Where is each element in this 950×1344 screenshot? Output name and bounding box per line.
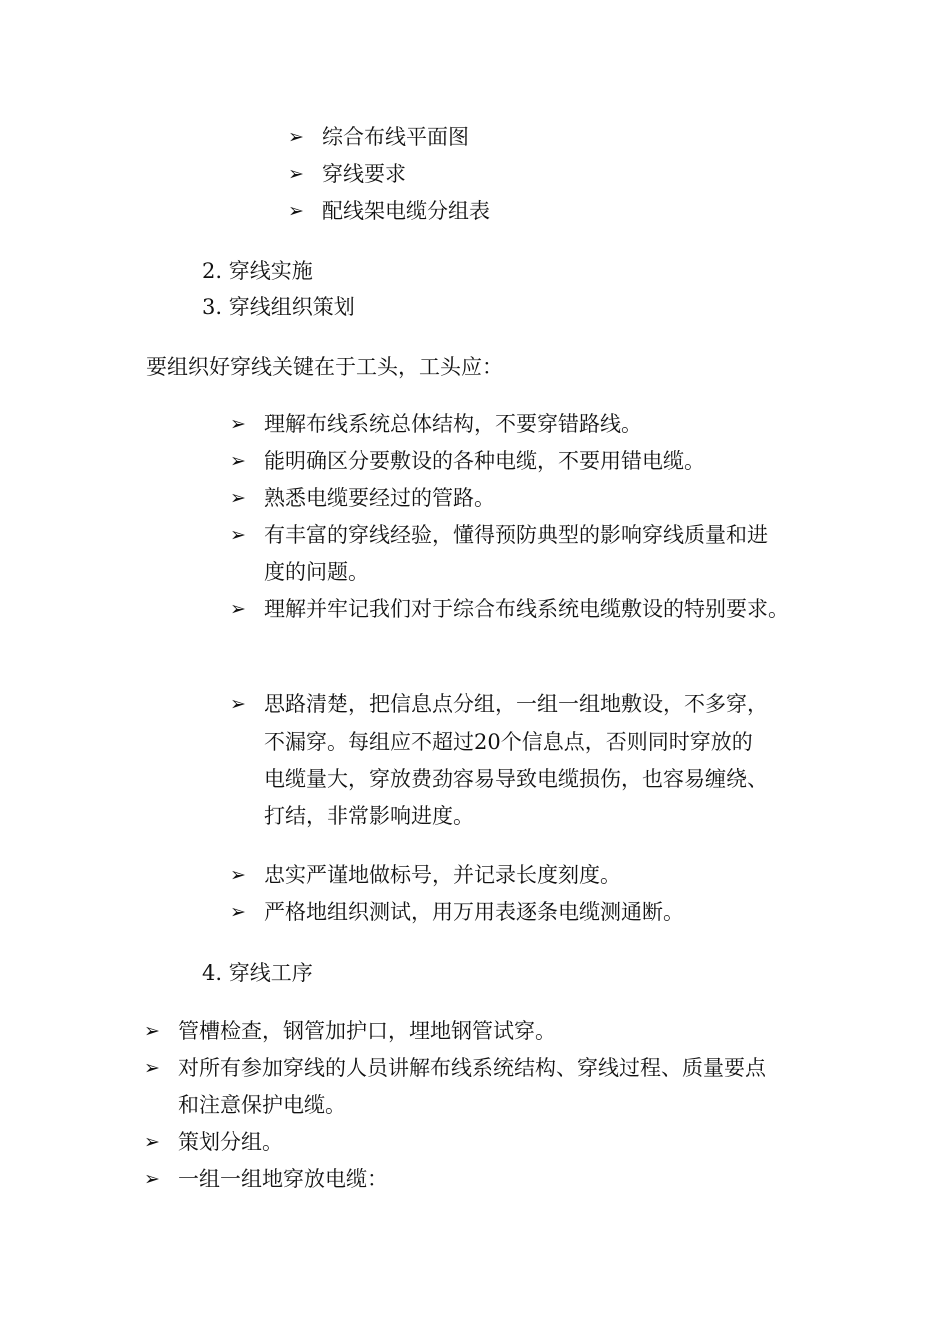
list-item: 能明确区分要敷设的各种电缆，不要用错电缆。 [264,449,705,473]
list-item: 思路清楚，把信息点分组，一组一组地敷设，不多穿， [264,692,768,716]
numbered-heading: 3. 穿线组织策划 [202,295,355,319]
bullet-arrow-icon: ➢ [230,524,246,546]
list-item: 严格地组织测试，用万用表逐条电缆测通断。 [264,900,684,924]
list-item: 理解并牢记我们对于综合布线系统电缆敷设的特别要求。 [264,597,789,621]
bullet-arrow-icon: ➢ [230,864,246,886]
numbered-heading: 4. 穿线工序 [202,961,313,985]
list-item: 对所有参加穿线的人员讲解布线系统结构、穿线过程、质量要点 [178,1056,766,1080]
list-item: 综合布线平面图 [322,125,469,149]
list-item: 忠实严谨地做标号，并记录长度刻度。 [264,863,621,887]
list-item-continuation: 和注意保护电缆。 [178,1093,346,1117]
bullet-arrow-icon: ➢ [144,1057,160,1079]
bullet-arrow-icon: ➢ [230,413,246,435]
list-item: 配线架电缆分组表 [322,199,490,223]
list-item-continuation: 打结，非常影响进度。 [264,804,474,828]
list-item: 策划分组。 [178,1130,283,1154]
list-item: 穿线要求 [322,162,406,186]
bullet-arrow-icon: ➢ [144,1131,160,1153]
list-item-continuation: 不漏穿。每组应不超过20个信息点，否则同时穿放的 [264,730,753,754]
bullet-arrow-icon: ➢ [230,487,246,509]
bullet-arrow-icon: ➢ [288,200,304,222]
bullet-arrow-icon: ➢ [288,163,304,185]
bullet-arrow-icon: ➢ [144,1168,160,1190]
bullet-arrow-icon: ➢ [230,598,246,620]
list-item: 管槽检查，钢管加护口，埋地钢管试穿。 [178,1019,556,1043]
bullet-arrow-icon: ➢ [288,126,304,148]
bullet-arrow-icon: ➢ [230,901,246,923]
list-item: 有丰富的穿线经验，懂得预防典型的影响穿线质量和进 [264,523,768,547]
bullet-arrow-icon: ➢ [144,1020,160,1042]
list-item: 熟悉电缆要经过的管路。 [264,486,495,510]
list-item: 理解布线系统总体结构，不要穿错路线。 [264,412,642,436]
list-item-continuation: 度的问题。 [264,560,369,584]
bullet-arrow-icon: ➢ [230,693,246,715]
paragraph: 要组织好穿线关键在于工头，工头应： [146,355,503,379]
list-item: 一组一组地穿放电缆： [178,1167,388,1191]
bullet-arrow-icon: ➢ [230,450,246,472]
list-item-continuation: 电缆量大，穿放费劲容易导致电缆损伤，也容易缠绕、 [264,767,768,791]
numbered-heading: 2. 穿线实施 [202,259,313,283]
